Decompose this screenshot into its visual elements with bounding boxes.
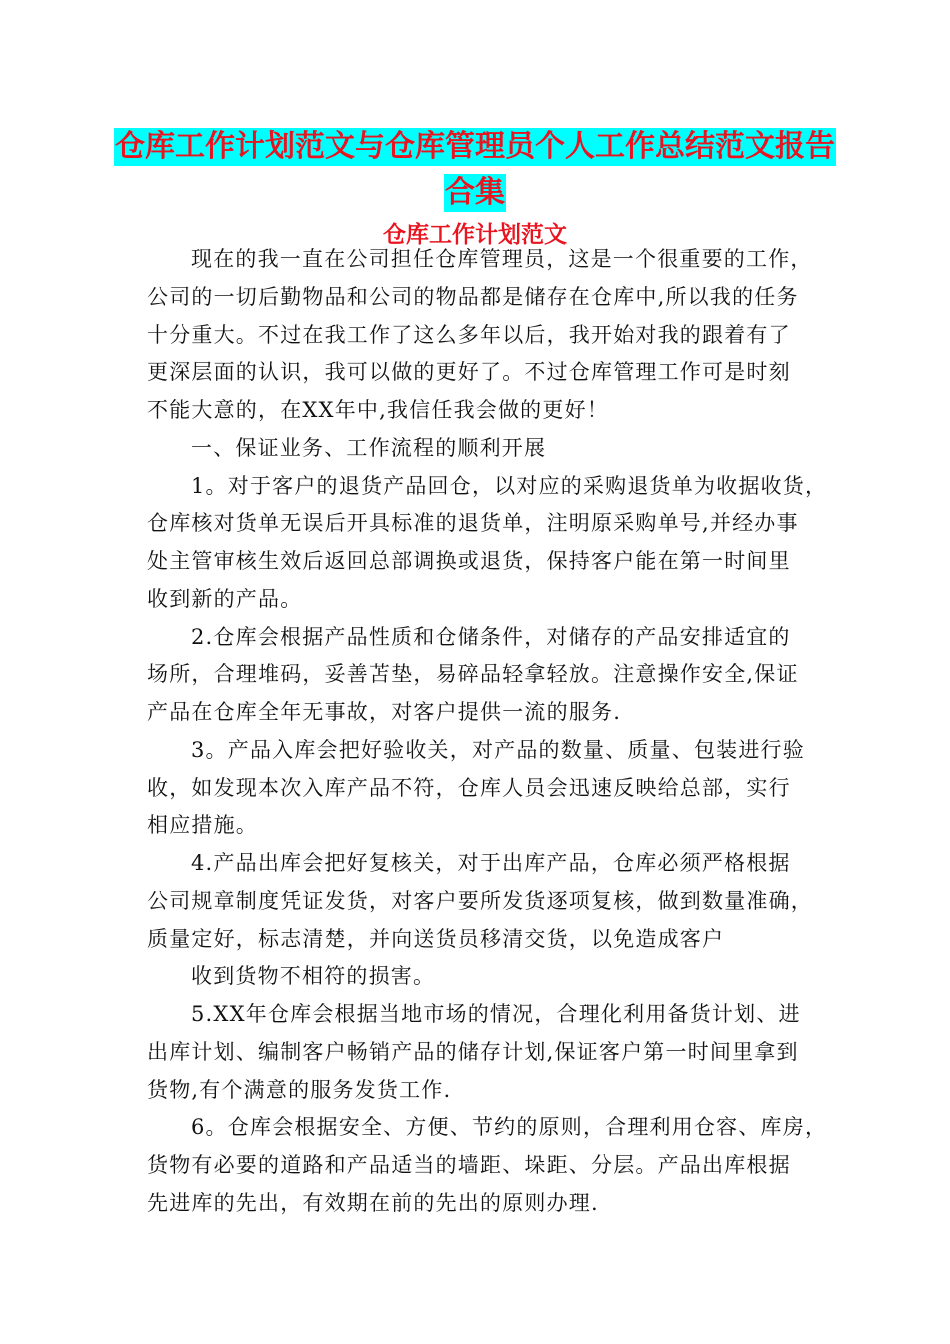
paragraph-line: 处主管审核生效后返回总部调换或退货，保持客户能在第一时间里 (147, 549, 791, 573)
paragraph-line: 相应措施。 (147, 813, 258, 837)
paragraph-line: 公司规章制度凭证发货，对客户要所发货逐项复核，做到数量准确， (147, 889, 813, 913)
paragraph-line: 仓库核对货单无误后开具标准的退货单，注明原采购单号,并经办事 (147, 511, 799, 535)
paragraph-line: 6。仓库会根据安全、方便、节约的原则，合理利用仓容、库房， (191, 1115, 828, 1139)
paragraph-line: 质量定好，标志清楚，并向送货员移清交货，以免造成客户 (147, 927, 725, 951)
paragraph-line: 更深层面的认识，我可以做的更好了。不过仓库管理工作可是时刻 (147, 360, 791, 384)
paragraph-line: 收到货物不相符的损害。 (191, 964, 436, 988)
paragraph-line: 5.XX年仓库会根据当地市场的情况，合理化利用备货计划、进 (191, 1002, 801, 1026)
paragraph-line: 现在的我一直在公司担任仓库管理员，这是一个很重要的工作， (191, 247, 813, 271)
paragraph-line: 产品在仓库全年无事故，对客户提供一流的服务. (147, 700, 622, 724)
paragraph-line: 场所，合理堆码，妥善苫垫，易碎品轻拿轻放。注意操作安全,保证 (147, 662, 799, 686)
paragraph-line: 3。产品入库会把好验收关，对产品的数量、质量、包装进行验 (191, 738, 805, 762)
paragraph-line: 公司的一切后勤物品和公司的物品都是储存在仓库中,所以我的任务 (147, 285, 799, 309)
section-heading: 一、保证业务、工作流程的顺利开展 (191, 436, 547, 460)
paragraph-line: 货物有必要的道路和产品适当的墙距、垛距、分层。产品出库根据 (147, 1153, 791, 1177)
paragraph-line: 出库计划、编制客户畅销产品的储存计划,保证客户第一时间里拿到 (147, 1040, 799, 1064)
title-line-2: 合集 (445, 175, 505, 210)
paragraph-line: 不能大意的，在XX年中,我信任我会做的更好！ (147, 398, 609, 422)
paragraph-line: 十分重大。不过在我工作了这么多年以后，我开始对我的跟着有了 (147, 323, 791, 347)
title-line-1: 仓库工作计划范文与仓库管理员个人工作总结范文报告 (115, 129, 835, 164)
document-title (0, 128, 950, 212)
paragraph-line: 2.仓库会根据产品性质和仓储条件，对储存的产品安排适宜的 (191, 625, 791, 649)
paragraph-line: 1。对于客户的退货产品回仓，以对应的采购退货单为收据收货， (191, 474, 828, 498)
paragraph-line: 收，如发现本次入库产品不符，仓库人员会迅速反映给总部，实行 (147, 776, 791, 800)
paragraph-line: 货物,有个满意的服务发货工作. (147, 1078, 452, 1102)
paragraph-line: 先进库的先出，有效期在前的先出的原则办理. (147, 1191, 599, 1215)
section-subtitle: 仓库工作计划范文 (383, 222, 567, 248)
paragraph-line: 4.产品出库会把好复核关，对于出库产品，仓库必须严格根据 (191, 851, 791, 875)
paragraph-line: 收到新的产品。 (147, 587, 303, 611)
